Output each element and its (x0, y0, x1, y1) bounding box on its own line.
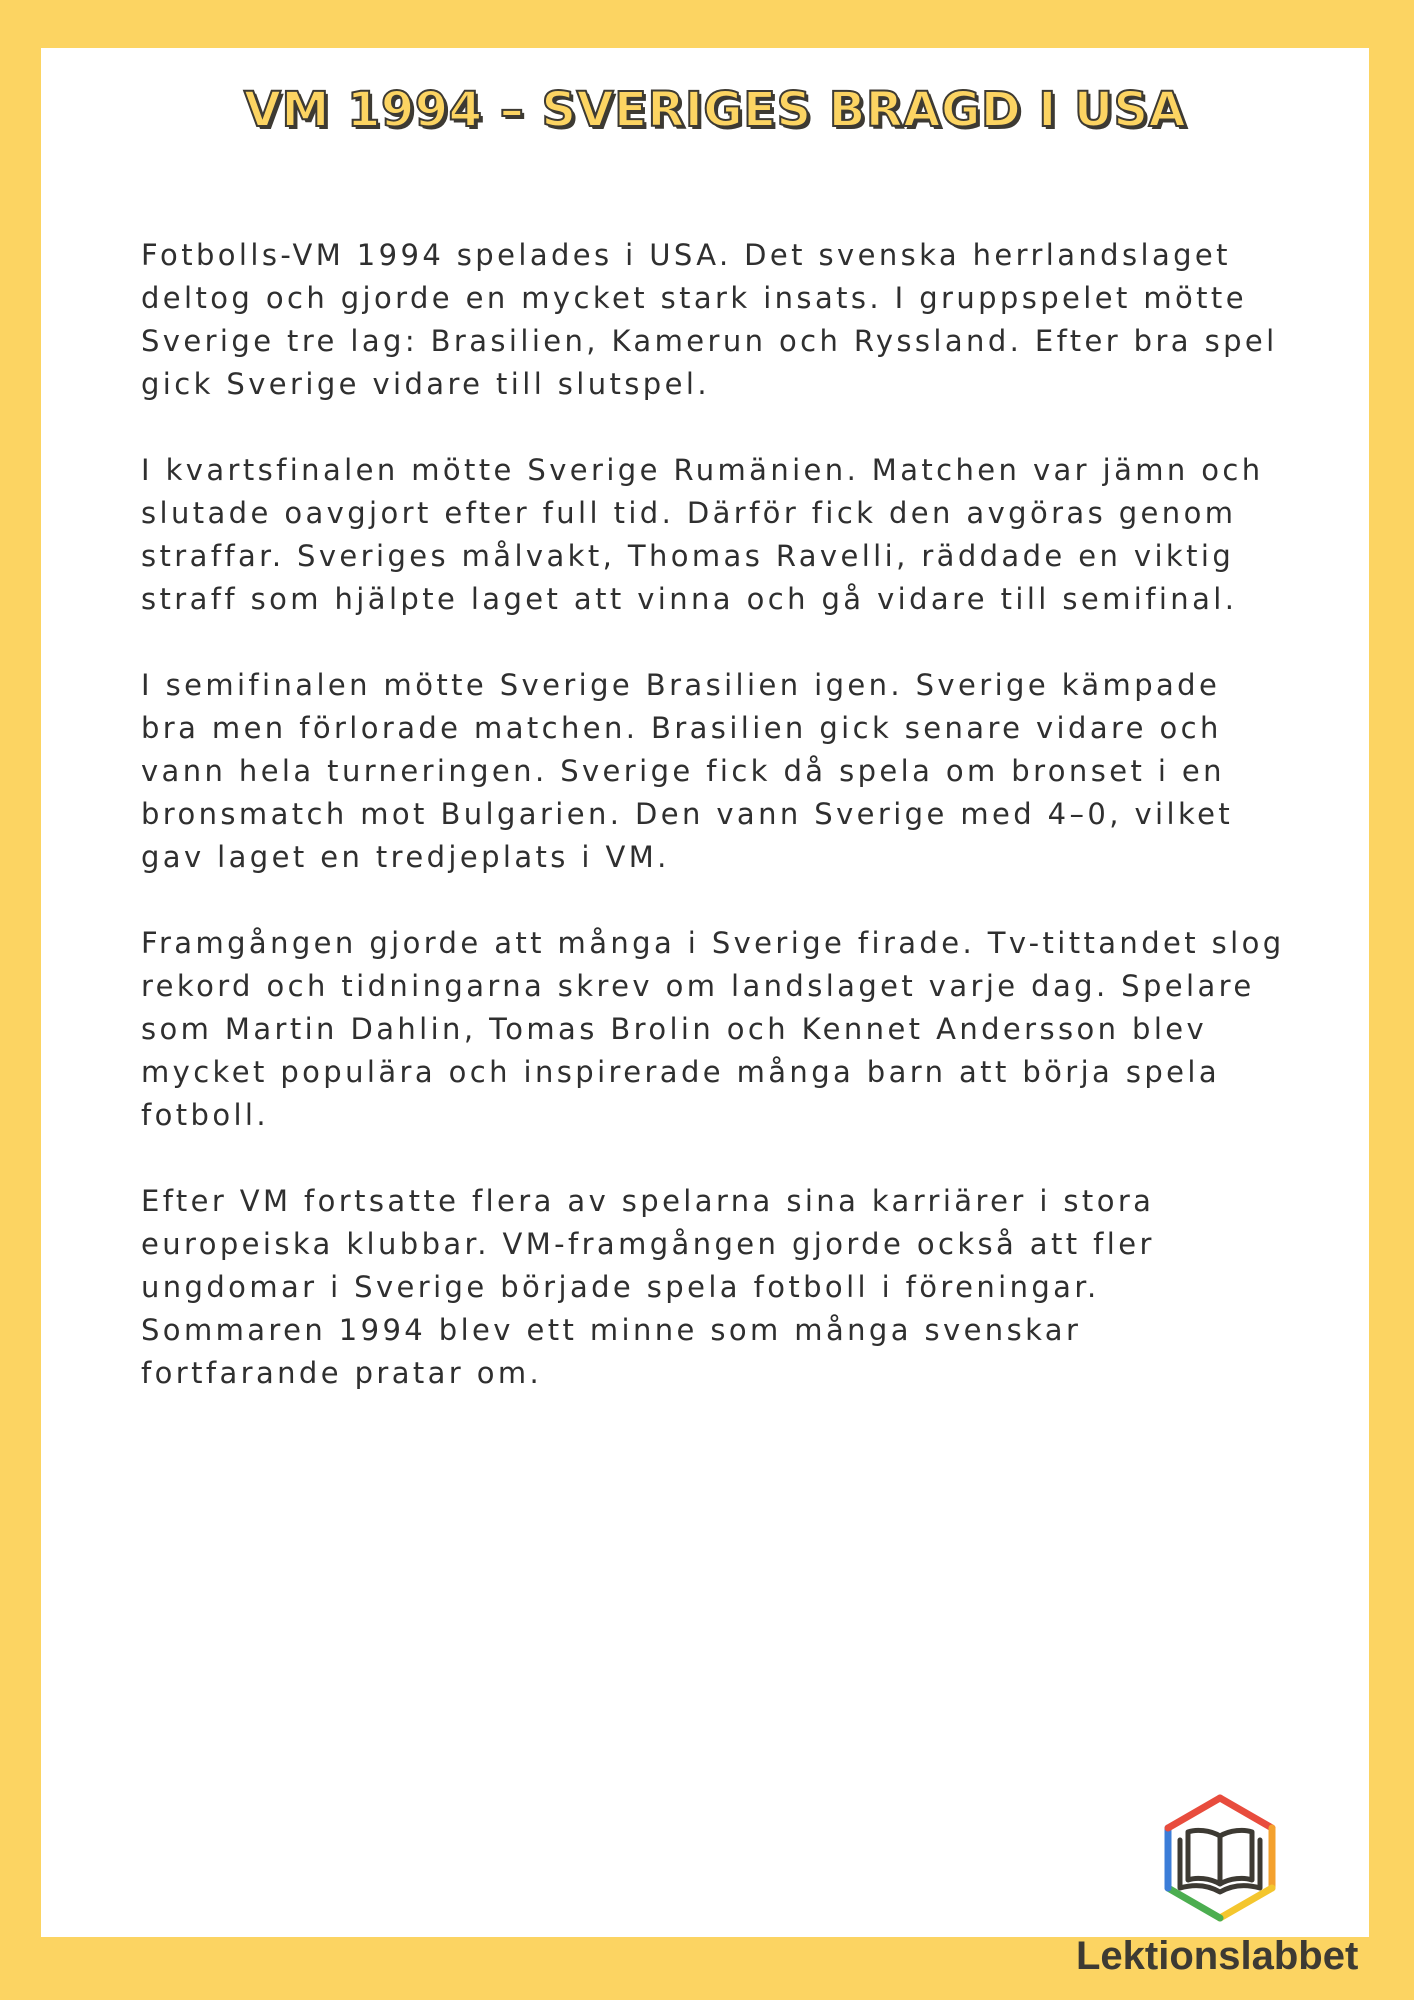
paragraph-aftermath: Efter VM fortsatte flera av spelarna sina karriärer i stora europeiska klubbar. VM-framgången gjorde också att fler ungdomar i Sverige började spela fotboll i föreningar. Sommaren 1994 blev ett minne som många svenskar fortfarande pratar om. (141, 1184, 1155, 1390)
paragraph-semifinal: I semifinalen mötte Sverige Brasilien igen. Sverige kämpade bra men förlorade matchen. Brasilien gick senare vidare och vann hela turneringen. Sverige fick då spela om bronset i en bronsmatch mot Bulgarien. Den vann Sverige med 4–0, vilket gav laget en tredjeplats i VM. (141, 668, 1234, 874)
book-hexagon-icon (1150, 1788, 1290, 1928)
paragraph-group-stage: Fotbolls-VM 1994 spelades i USA. Det svenska herrlandslaget deltog och gjorde en mycket stark insats. I gruppspelet mötte Sverige tre lag: Brasilien, Kamerun och Ryssland. Efter bra spel gick Sverige vidare till slutspel. (141, 238, 1278, 401)
paragraph-quarterfinal: I kvartsfinalen mötte Sverige Rumänien. Matchen var jämn och slutade oavgjort efter full tid. Därför fick den avgöras genom straffar. Sveriges målvakt, Thomas Ravelli, räddade en viktig straff som hjälpte laget att vinna och gå vidare till semifinal. (141, 453, 1264, 616)
article-body (141, 234, 1291, 1438)
page-title: VM 1994 – SVERIGES BRAGD I USA (243, 82, 1187, 138)
paragraph-celebration: Framgången gjorde att många i Sverige firade. Tv-tittandet slog rekord och tidningarna skrev om landslaget varje dag. Spelare som Martin Dahlin, Tomas Brolin och Kennet Andersson blev mycket populära och inspirerade många barn att börja spela fotboll. (141, 926, 1285, 1132)
brand-name: Lektionslabbet (1076, 1934, 1359, 1978)
